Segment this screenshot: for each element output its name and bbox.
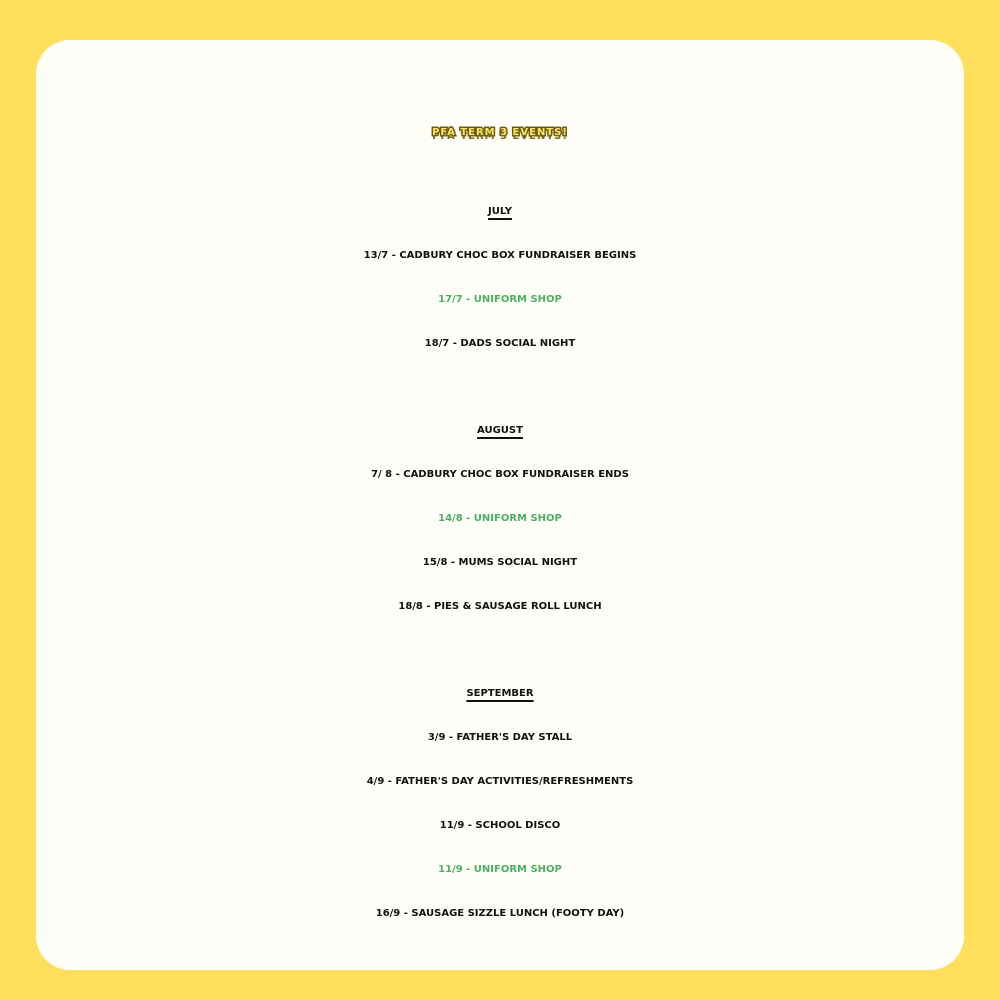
- month-heading-july: JULY: [488, 206, 512, 217]
- event-item: 4/9 - FATHER'S DAY ACTIVITIES/REFRESHMENTS: [366, 776, 634, 787]
- event-item: 16/9 - SAUSAGE SIZZLE LUNCH (FOOTY DAY): [375, 908, 625, 919]
- event-item: 15/8 - MUMS SOCIAL NIGHT: [422, 557, 578, 568]
- event-item: 11/9 - SCHOOL DISCO: [439, 820, 561, 831]
- event-item: 7/ 8 - CADBURY CHOC BOX FUNDRAISER ENDS: [371, 469, 629, 480]
- event-item: 18/8 - PIES & SAUSAGE ROLL LUNCH: [398, 601, 602, 612]
- event-item: 13/7 - CADBURY CHOC BOX FUNDRAISER BEGINS: [363, 250, 637, 261]
- event-item-uniform-shop: 17/7 - UNIFORM SHOP: [438, 294, 562, 305]
- event-item: 18/7 - DADS SOCIAL NIGHT: [424, 338, 576, 349]
- event-item-uniform-shop: 14/8 - UNIFORM SHOP: [438, 513, 562, 524]
- month-heading-august: AUGUST: [477, 425, 523, 436]
- month-heading-september: SEPTEMBER: [466, 688, 534, 699]
- page-title: PFA TERM 3 EVENTS!: [432, 127, 568, 138]
- event-item-uniform-shop: 11/9 - UNIFORM SHOP: [438, 864, 562, 875]
- event-item: 3/9 - FATHER'S DAY STALL: [427, 732, 573, 743]
- events-card: [36, 40, 964, 970]
